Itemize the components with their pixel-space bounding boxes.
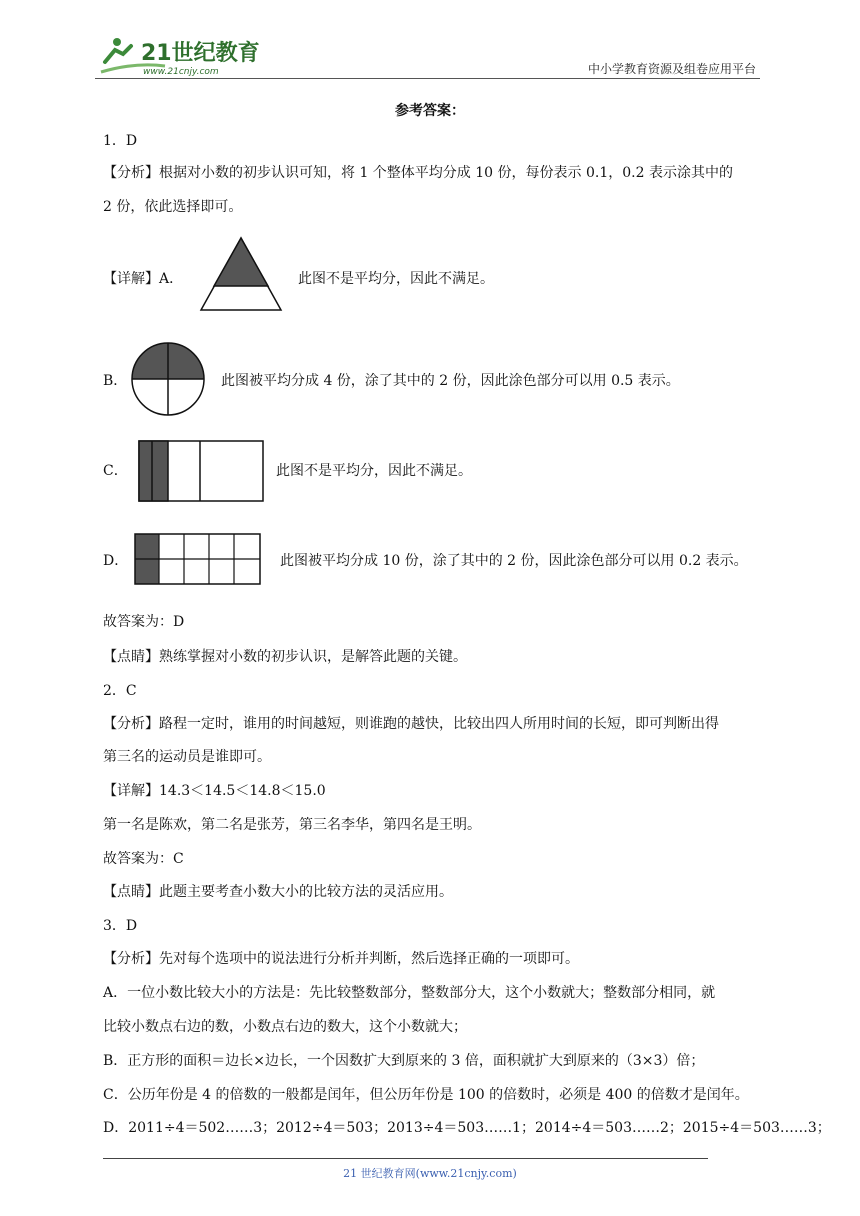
q3-option-a-line-1: A．一位小数比较大小的方法是：先比较整数部分，整数部分大，这个小数就大；整数部分相同，就: [103, 985, 716, 1001]
figure-a-triangle: [199, 236, 283, 312]
q3-option-c: C．公历年份是 4 的倍数的一般都是闰年，但公历年份是 100 的倍数时，必须是 400 的倍数才是闰年。: [103, 1087, 749, 1103]
q1-c-label: C．: [103, 463, 128, 479]
q3-option-a-line-2: 比较小数点右边的数，小数点右边的数大，这个小数就大；: [103, 1019, 467, 1035]
figure-b-circle: [130, 341, 208, 419]
platform-name: 中小学教育资源及组卷应用平台: [587, 62, 756, 76]
q3-answer: 3．D: [103, 918, 138, 934]
q1-analysis-line-1: 【分析】根据对小数的初步认识可知，将 1 个整体平均分成 10 份，每份表示 0.1，0.2 表示涂其中的: [103, 165, 733, 181]
figure-c-rectangle: [138, 440, 264, 503]
page-title: 参考答案：: [395, 103, 465, 119]
q1-b-text: 此图被平均分成 4 份，涂了其中的 2 份，因此涂色部分可以用 0.5 表示。: [221, 373, 680, 389]
q3-analysis: 【分析】先对每个选项中的说法进行分析并判断，然后选择正确的一项即可。: [103, 951, 579, 967]
footer-divider: [103, 1158, 708, 1159]
q1-detail-a-text: 此图不是平均分，因此不满足。: [298, 271, 494, 287]
q2-detail: 【详解】14.3＜14.5＜14.8＜15.0: [103, 783, 326, 799]
q2-ranking: 第一名是陈欢，第二名是张芳，第三名李华，第四名是王明。: [103, 817, 481, 833]
q2-analysis-line-2: 第三名的运动员是谁即可。: [103, 749, 271, 765]
q1-analysis-line-2: 2 份，依此选择即可。: [103, 199, 243, 215]
q1-b-label: B．: [103, 373, 128, 389]
site-logo: [95, 32, 265, 78]
q1-conclusion: 故答案为：D: [103, 614, 185, 630]
svg-text:21世纪教育: 21世纪教育: [141, 41, 260, 66]
svg-text:www.21cnjy.com: www.21cnjy.com: [143, 67, 219, 77]
q2-comment: 【点睛】此题主要考查小数大小的比较方法的灵活应用。: [103, 884, 453, 900]
q2-answer: 2．C: [103, 683, 137, 699]
q2-analysis-line-1: 【分析】路程一定时，谁用的时间越短，则谁跑的越快，比较出四人所用时间的长短，即可判断出得: [103, 716, 719, 732]
q1-d-label: D．: [103, 553, 129, 569]
header-divider: [95, 78, 760, 79]
q3-option-d: D．2011÷4＝502……3；2012÷4＝503；2013÷4＝503……1；2014÷4＝503……2；2015÷4＝503……3；: [103, 1120, 831, 1136]
q1-d-text: 此图被平均分成 10 份，涂了其中的 2 份，因此涂色部分可以用 0.2 表示。: [280, 553, 748, 569]
q1-detail-a-label: 【详解】A．: [103, 271, 184, 287]
q1-comment: 【点睛】熟练掌握对小数的初步认识，是解答此题的关键。: [103, 649, 467, 665]
q3-option-b: B．正方形的面积＝边长×边长，一个因数扩大到原来的 3 倍，面积就扩大到原来的（3×3）倍；: [103, 1053, 705, 1069]
figure-d-grid: [134, 533, 262, 587]
footer-source: 21 世纪教育网(www.21cnjy.com): [343, 1167, 517, 1180]
q1-answer: 1．D: [103, 133, 138, 149]
page-header: [95, 30, 760, 80]
q2-conclusion: 故答案为：C: [103, 851, 184, 867]
q1-c-text: 此图不是平均分，因此不满足。: [276, 463, 472, 479]
